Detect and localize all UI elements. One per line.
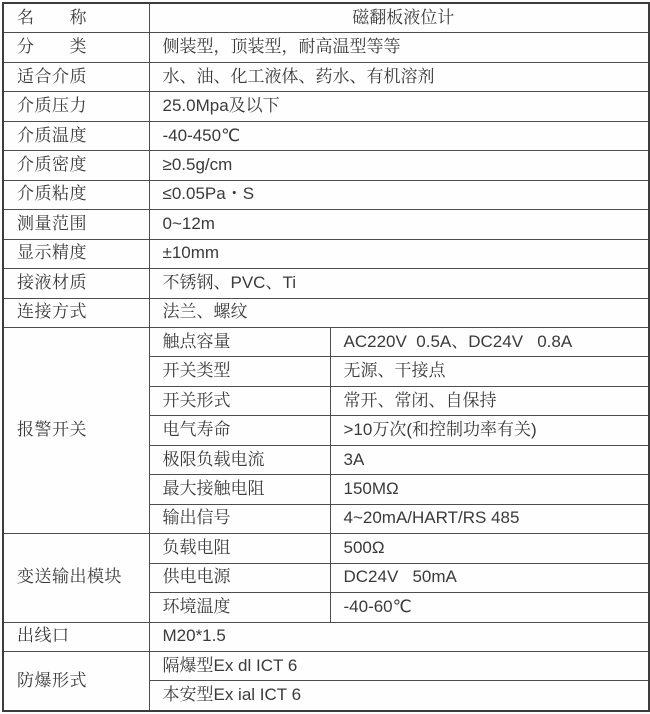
table-row-wetted-material <box>3 269 649 298</box>
row-value: -40-450℃ <box>149 121 649 150</box>
table-row-name <box>3 3 649 33</box>
row-label: 介质压力 <box>3 92 149 121</box>
param-label: 触点容量 <box>149 328 330 357</box>
row-value: 水、油、化工液体、药水、有机溶剂 <box>149 62 649 91</box>
group-label-explosion-proof: 防爆形式 <box>3 651 149 711</box>
group-label-transmitter-module: 变送输出模块 <box>3 534 149 622</box>
row-value-name: 磁翻板液位计 <box>149 3 649 33</box>
param-value: 常开、常闭、自保持 <box>330 386 649 415</box>
table-row-media-density <box>3 151 649 180</box>
row-label: 介质温度 <box>3 121 149 150</box>
row-value: ±10mm <box>149 239 649 268</box>
param-label: 负载电阻 <box>149 534 330 563</box>
param-label: 开关类型 <box>149 357 330 386</box>
row-label: 出线口 <box>3 622 149 651</box>
param-value: 3A <box>330 445 649 474</box>
param-label: 输出信号 <box>149 504 330 533</box>
row-label-name: 名 称 <box>3 3 149 33</box>
table-row-explosion-1 <box>3 651 649 680</box>
table-row-alarm-1 <box>3 328 649 357</box>
row-value: 0~12m <box>149 210 649 239</box>
table-row-transmitter-1 <box>3 534 649 563</box>
param-value: DC24V 50mA <box>330 563 649 592</box>
table-row-suitable-media <box>3 62 649 91</box>
table-row-display-accuracy <box>3 239 649 268</box>
row-value: M20*1.5 <box>149 622 649 651</box>
spec-table <box>2 2 650 712</box>
param-label: 电气寿命 <box>149 416 330 445</box>
row-label: 介质粘度 <box>3 180 149 209</box>
table-row-media-viscosity <box>3 180 649 209</box>
row-value: 侧装型，顶装型，耐高温型等等 <box>149 33 649 62</box>
param-label: 最大接触电阻 <box>149 475 330 504</box>
row-label: 接液材质 <box>3 269 149 298</box>
row-value: 25.0Mpa及以下 <box>149 92 649 121</box>
row-label: 适合介质 <box>3 62 149 91</box>
table-row-media-temperature <box>3 121 649 150</box>
table-row-connection-type <box>3 298 649 327</box>
row-value: 法兰、螺纹 <box>149 298 649 327</box>
row-value: 隔爆型Ex dl ICT 6 <box>149 651 649 680</box>
param-value: AC220V 0.5A、DC24V 0.8A <box>330 328 649 357</box>
param-value: 无源、干接点 <box>330 357 649 386</box>
row-label: 介质密度 <box>3 151 149 180</box>
param-value: 4~20mA/HART/RS 485 <box>330 504 649 533</box>
row-label: 连接方式 <box>3 298 149 327</box>
param-value: 500Ω <box>330 534 649 563</box>
table-row-media-pressure <box>3 92 649 121</box>
param-value: -40-60℃ <box>330 593 649 622</box>
table-row-measuring-range <box>3 210 649 239</box>
row-value: 不锈钢、PVC、Ti <box>149 269 649 298</box>
param-label: 供电电源 <box>149 563 330 592</box>
table-row-outlet <box>3 622 649 651</box>
param-value: >10万次(和控制功率有关) <box>330 416 649 445</box>
table-row-category <box>3 33 649 62</box>
row-label: 显示精度 <box>3 239 149 268</box>
param-label: 环境温度 <box>149 593 330 622</box>
param-label: 极限负载电流 <box>149 445 330 474</box>
group-label-alarm-switch: 报警开关 <box>3 328 149 534</box>
row-label: 分 类 <box>3 33 149 62</box>
param-label: 开关形式 <box>149 386 330 415</box>
row-value: ≤0.05Pa・S <box>149 180 649 209</box>
row-value: ≥0.5g/cm <box>149 151 649 180</box>
row-label: 测量范围 <box>3 210 149 239</box>
row-value: 本安型Ex ial ICT 6 <box>149 681 649 711</box>
param-value: 150MΩ <box>330 475 649 504</box>
